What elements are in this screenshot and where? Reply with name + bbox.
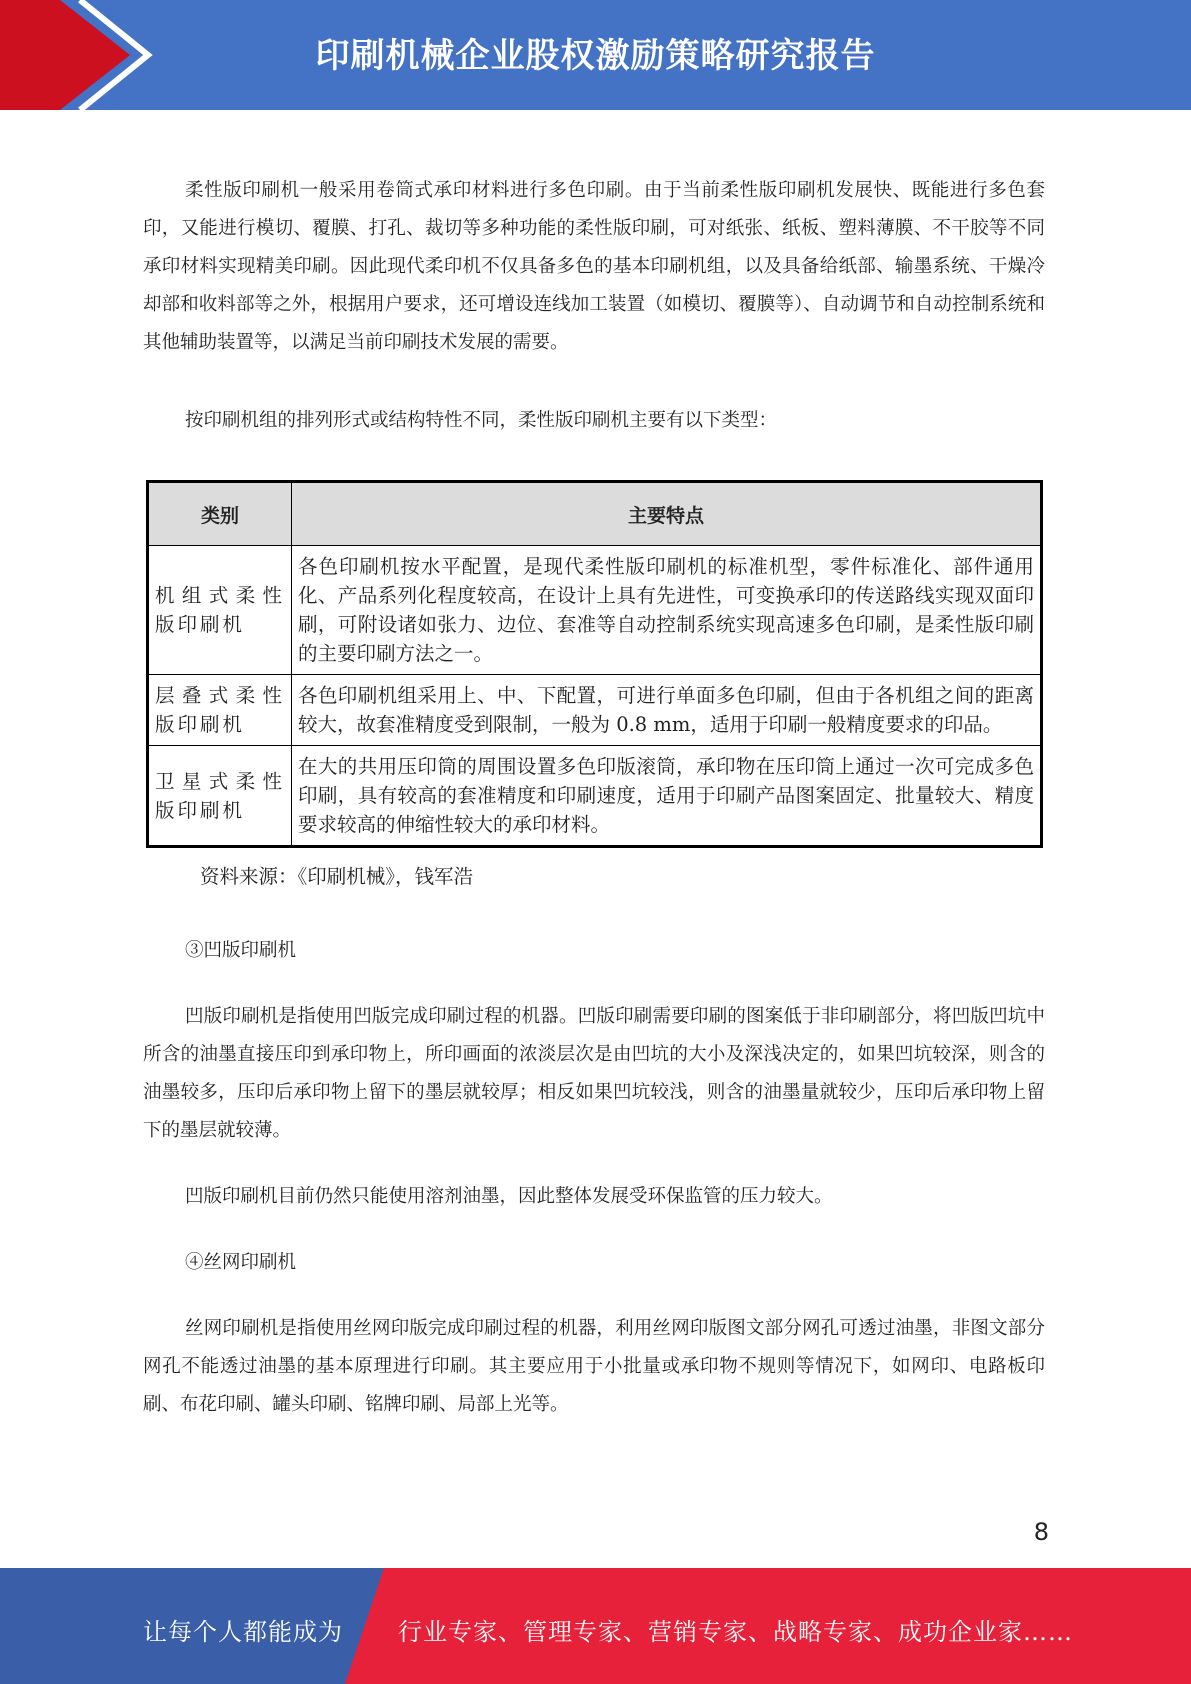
page-footer	[0, 1568, 1191, 1684]
table-cell-category: 机组式柔性版印刷机	[148, 546, 292, 675]
section-heading-screen: ④丝网印刷机	[185, 1252, 297, 1273]
table-row	[148, 675, 1042, 746]
table-row	[148, 746, 1042, 847]
paragraph-screen: 丝网印刷机是指使用丝网印版完成印刷过程的机器，利用丝网印版图文部分网孔可透过油墨，非图文部分网孔不能透过油墨的基本原理进行印刷。其主要应用于小批量或承印物不规则等情况下，如网印、电路板印刷、布花印刷、罐头印刷、铭牌印刷、局部上光等。	[143, 1318, 1045, 1415]
table-row	[148, 546, 1042, 675]
paragraph-flexo-intro: 柔性版印刷机一般采用卷筒式承印材料进行多色印刷。由于当前柔性版印刷机发展快、既能进行多色套印，又能进行模切、覆膜、打孔、裁切等多种功能的柔性版印刷，可对纸张、纸板、塑料薄膜、不干胶等不同承印材料实现精美印刷。因此现代柔印机不仅具备多色的基本印刷机组，以及具备给纸部、输墨系统、干燥冷却部和收料部等之外，根据用户要求，还可增设连线加工装置（如模切、覆膜等）、自动调节和自动控制系统和其他辅助装置等，以满足当前印刷技术发展的需要。	[143, 180, 1045, 353]
table-cell-features: 在大的共用压印筒的周围设置多色印版滚筒，承印物在压印筒上通过一次可完成多色印刷，具有较高的套准精度和印刷速度，适用于印刷产品图案固定、批量较大、精度要求较高的伸缩性较大的承印材料。	[292, 746, 1042, 847]
section-heading-gravure: ③凹版印刷机	[185, 940, 297, 961]
table-cell-features: 各色印刷机按水平配置，是现代柔性版印刷机的标准机型，零件标准化、部件通用化、产品系列化程度较高，在设计上具有先进性，可变换承印的传送路线实现双面印刷，可附设诸如张力、边位、套准等自动控制系统实现高速多色印刷，是柔性版印刷的主要印刷方法之一。	[292, 546, 1042, 675]
paragraph-gravure: 凹版印刷机是指使用凹版完成印刷过程的机器。凹版印刷需要印刷的图案低于非印刷部分，将凹版凹坑中所含的油墨直接压印到承印物上，所印画面的浓淡层次是由凹坑的大小及深浅决定的，如果凹坑较深，则含的油墨较多，压印后承印物上留下的墨层就较厚；相反如果凹坑较浅，则含的油墨量就较少，压印后承印物上留下的墨层就较薄。	[143, 1006, 1045, 1141]
footer-slogan-left: 让每个人都能成为	[143, 1618, 343, 1646]
page-header	[0, 0, 1191, 110]
footer-slogan-right: 行业专家、管理专家、营销专家、战略专家、成功企业家……	[398, 1618, 1073, 1646]
paragraph-flexo-types: 按印刷机组的排列形式或结构特性不同，柔性版印刷机主要有以下类型：	[185, 410, 778, 431]
table-header-category: 类别	[148, 482, 292, 546]
table-source-note: 资料来源：《印刷机械》，钱军浩	[200, 865, 474, 888]
flexo-types-table	[146, 480, 1043, 848]
table-cell-category: 卫星式柔性版印刷机	[148, 746, 292, 847]
report-title: 印刷机械企业股权激励策略研究报告	[315, 36, 876, 76]
page-content	[143, 172, 1045, 1424]
table-cell-category: 层叠式柔性版印刷机	[148, 675, 292, 746]
table-header-row	[148, 482, 1042, 546]
table-cell-features: 各色印刷机组采用上、中、下配置，可进行单面多色印刷，但由于各机组之间的距离较大，故套准精度受到限制，一般为 0.8 mm，适用于印刷一般精度要求的印品。	[292, 675, 1042, 746]
page-number: 8	[1033, 1518, 1049, 1546]
table-header-features: 主要特点	[292, 482, 1042, 546]
paragraph-gravure-ink: 凹版印刷机目前仍然只能使用溶剂油墨，因此整体发展受环保监管的压力较大。	[185, 1186, 833, 1207]
